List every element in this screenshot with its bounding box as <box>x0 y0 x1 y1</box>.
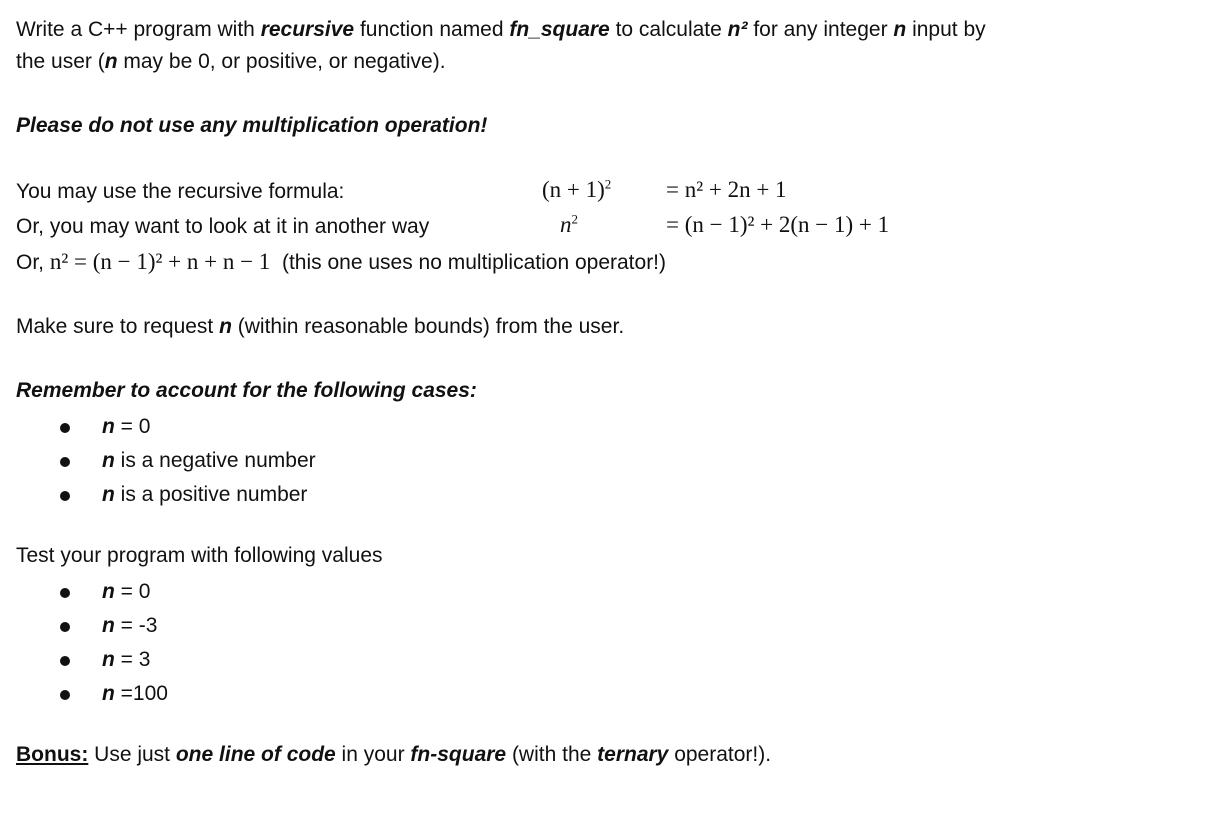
test-text: =100 <box>114 682 168 705</box>
request-line <box>16 313 624 341</box>
test-var: n <box>102 648 115 671</box>
case-text: is a positive number <box>114 483 308 506</box>
test-var: n <box>102 614 115 637</box>
formula-line-3 <box>16 248 666 277</box>
emphasis-n: n <box>893 18 907 41</box>
emphasis-n: n <box>219 315 232 338</box>
test-var: n <box>102 580 115 603</box>
case-text: is a negative number <box>114 449 316 472</box>
intro-line-1 <box>16 16 986 44</box>
bullet <box>60 690 70 700</box>
bonus-text: operator!). <box>668 743 772 766</box>
test-text: = 0 <box>114 580 151 603</box>
intro-text: input by <box>906 18 986 41</box>
cases-heading: Remember to account for the following cases: <box>16 379 477 402</box>
tests-heading: Test your program with following values <box>16 544 383 567</box>
test-item <box>102 680 168 708</box>
formula-1-lhs: $(n + 1)^2$ <box>542 176 612 202</box>
test-item <box>102 646 150 674</box>
formula-2-lhs-text: n <box>560 212 572 237</box>
emphasis-recursive: recursive <box>260 18 355 41</box>
formula-2-rhs: = (n − 1)² + 2(n − 1) + 1 <box>666 212 890 237</box>
bullet <box>60 457 70 467</box>
bullet <box>60 656 70 666</box>
emphasis-fn-square: fn-square <box>410 743 507 766</box>
formula-3: n² = (n − 1)² + n + n − 1 <box>49 249 271 274</box>
emphasis-n-squared: n² <box>727 18 748 41</box>
test-text: = -3 <box>114 614 158 637</box>
emphasis-one-line: one line of code <box>175 743 336 766</box>
request-text: (within reasonable bounds) from the user. <box>231 315 625 338</box>
warning-text: Please do not use any multiplication operation! <box>16 114 488 137</box>
test-var: n <box>102 682 115 705</box>
case-item <box>102 481 307 509</box>
intro-text: function named <box>354 18 510 41</box>
case-item <box>102 447 316 475</box>
formula-1-lhs-text: (n + 1) <box>542 177 605 202</box>
test-item <box>102 612 157 640</box>
case-var: n <box>102 483 115 506</box>
formula-2-lhs: $n^2$ <box>560 211 578 237</box>
formula-3-note: (this one uses no multiplication operator!) <box>281 251 667 274</box>
emphasis-ternary: ternary <box>597 743 669 766</box>
formula-1-rhs: = n² + 2n + 1 <box>666 177 787 202</box>
case-var: n <box>102 415 115 438</box>
intro-text: to calculate <box>609 18 728 41</box>
intro-text: for any integer <box>747 18 894 41</box>
case-text: = 0 <box>114 415 151 438</box>
bonus-text: Use just <box>88 743 176 766</box>
bonus-text: in your <box>335 743 411 766</box>
bullet <box>60 622 70 632</box>
test-text: = 3 <box>114 648 151 671</box>
test-item <box>102 578 150 606</box>
bullet <box>60 588 70 598</box>
emphasis-n: n <box>104 50 118 73</box>
intro-line-2 <box>16 48 446 76</box>
intro-text: may be 0, or positive, or negative). <box>117 50 446 73</box>
intro-text: the user ( <box>16 50 105 73</box>
formula-label-2: Or, you may want to look at it in another way <box>16 215 430 238</box>
bonus-text: (with the <box>506 743 598 766</box>
bonus-line <box>16 741 771 769</box>
bonus-label: Bonus: <box>16 743 89 766</box>
case-item <box>102 413 150 441</box>
emphasis-fn-square: fn_square <box>509 18 610 41</box>
formula-label-1: You may use the recursive formula: <box>16 180 345 203</box>
bullet <box>60 423 70 433</box>
bullet <box>60 491 70 501</box>
request-text: Make sure to request <box>16 315 220 338</box>
intro-text: Write a C++ program with <box>16 18 261 41</box>
formula-label-3: Or, <box>16 251 50 274</box>
case-var: n <box>102 449 115 472</box>
